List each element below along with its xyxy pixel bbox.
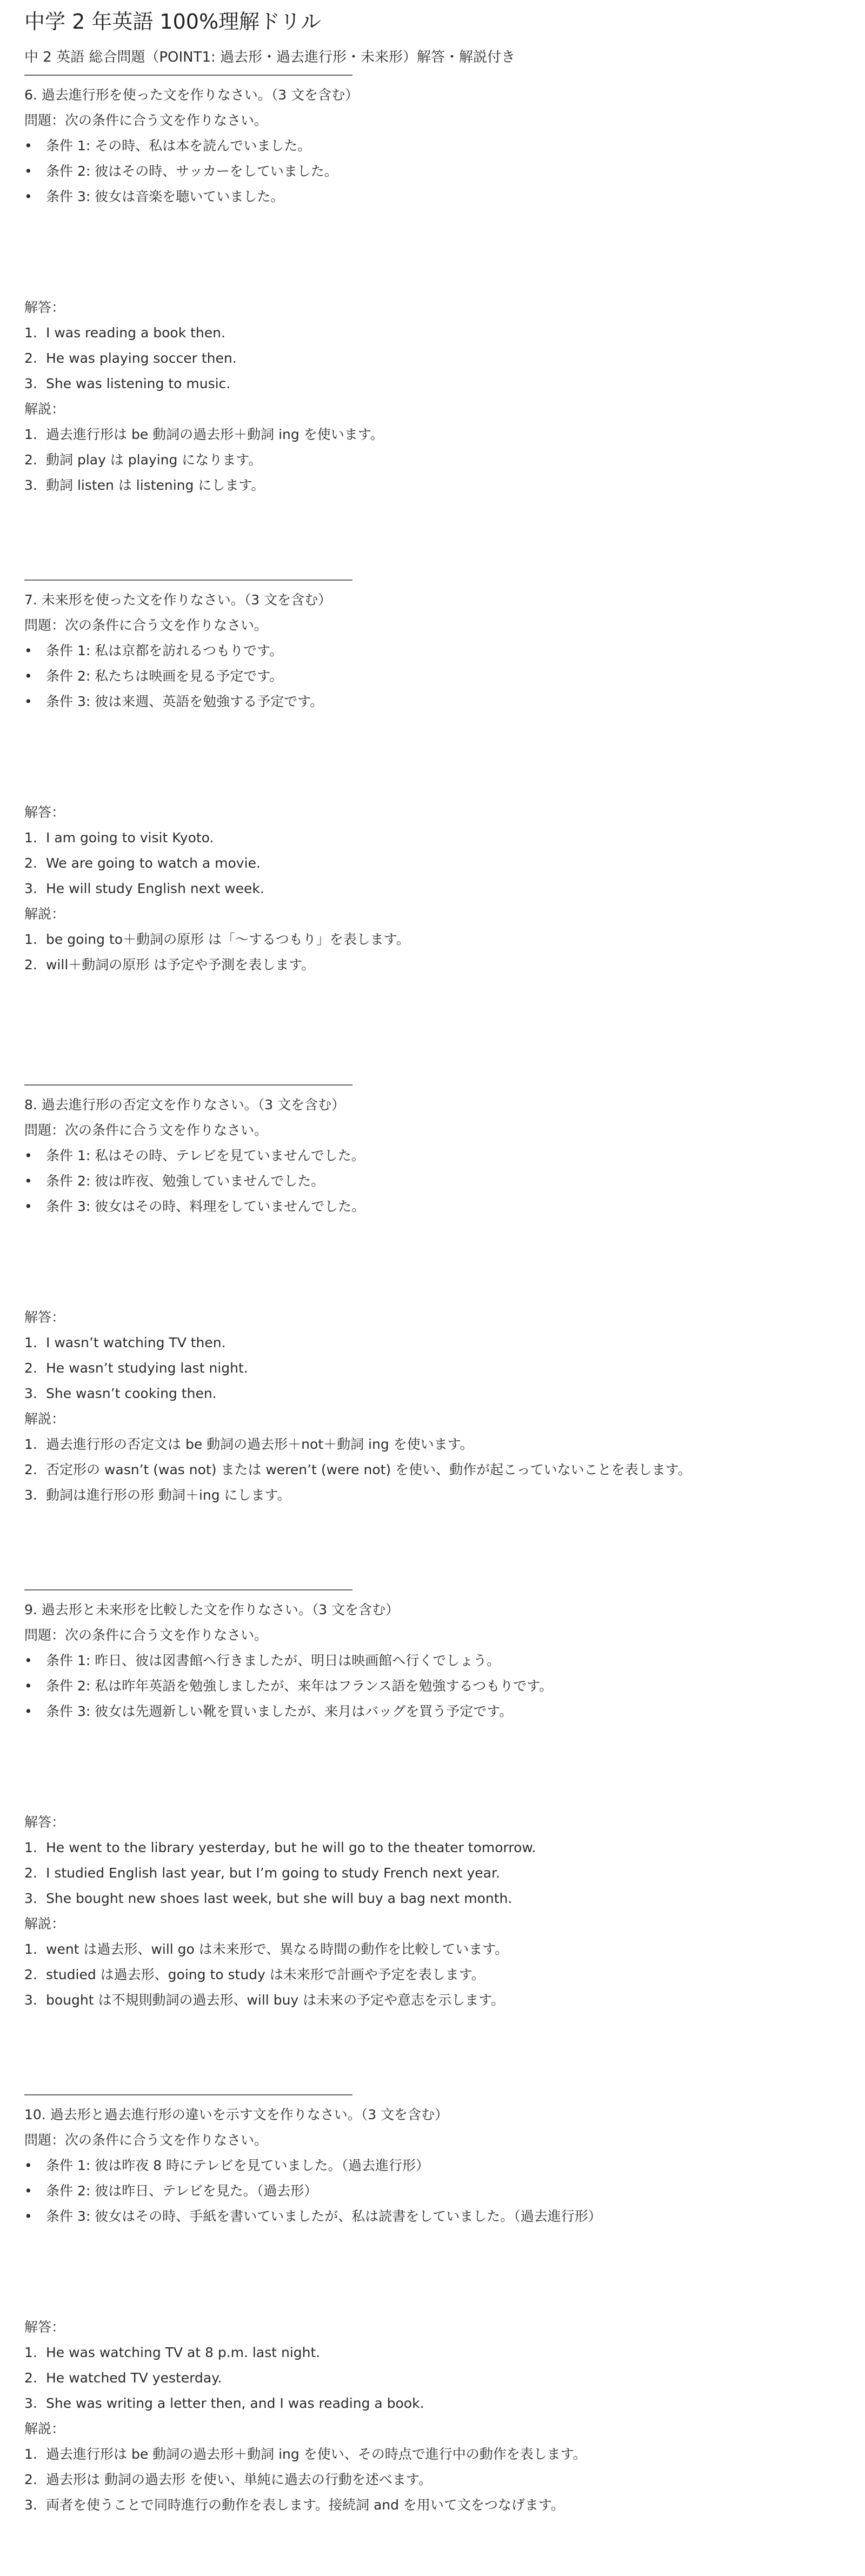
explanation-number: 1.	[24, 1436, 37, 1452]
explanation-text: bought は不規則動詞の過去形、will buy は未来の予定や意志を示します。	[46, 1992, 505, 2008]
explanation-item	[24, 1482, 835, 1508]
answer-item	[24, 876, 835, 901]
answer-item	[24, 1835, 835, 1860]
condition-text: 条件 3: 彼女は先週新しい靴を買いましたが、来月はバッグを買う予定です。	[46, 1703, 513, 1719]
explanation-label: 解説：	[24, 906, 65, 922]
answer-item	[24, 1886, 835, 1911]
explanation-item	[24, 1962, 835, 1987]
condition-item	[24, 1673, 835, 1699]
condition-item	[24, 638, 835, 663]
answer-text: I was reading a book then.	[46, 325, 225, 341]
answer-label: 解答：	[24, 1309, 65, 1325]
condition-item	[24, 1143, 835, 1168]
condition-text: 条件 1: 昨日、彼は図書館へ行きましたが、明日は映画館へ行くでしょう。	[46, 1653, 501, 1668]
question-heading: 10. 過去形と過去進行形の違いを示す文を作りなさい。（3 文を含む）	[24, 2107, 449, 2122]
condition-text: 条件 1: 彼は昨夜 8 時にテレビを見ていました。（過去進行形）	[46, 2158, 430, 2173]
condition-text: 条件 1: その時、私は本を読んでいました。	[46, 138, 311, 154]
condition-text: 条件 1: 私はその時、テレビを見ていませんでした。	[46, 1148, 365, 1163]
bullet-icon: •	[24, 1653, 32, 1668]
explanation-number: 2.	[24, 1967, 37, 1982]
answer-label: 解答：	[24, 299, 65, 315]
answer-number: 1.	[24, 1840, 37, 1855]
explanation-number: 1.	[24, 1941, 37, 1957]
answer-item	[24, 1330, 835, 1355]
section-divider	[24, 1084, 352, 1086]
problem-statement: 問題：次の条件に合う文を作りなさい。	[24, 1122, 268, 1138]
explanation-number: 2.	[24, 957, 37, 973]
explanation-text: 動詞 play は playing になります。	[46, 452, 262, 468]
question-heading: 9. 過去形と未来形を比較した文を作りなさい。（3 文を含む）	[24, 1602, 400, 1618]
question-section	[24, 1589, 835, 2013]
explanation-label: 解説：	[24, 2421, 65, 2437]
explanation-text: 過去進行形の否定文は be 動詞の過去形＋not＋動詞 ing を使います。	[46, 1436, 474, 1452]
answer-number: 3.	[24, 1891, 37, 1906]
answer-item	[24, 2365, 835, 2391]
condition-item	[24, 1194, 835, 1219]
answer-number: 3.	[24, 2395, 37, 2411]
answer-item	[24, 2340, 835, 2365]
bullet-icon: •	[24, 1678, 32, 1694]
condition-item	[24, 133, 835, 158]
question-section	[24, 1084, 835, 1508]
explanation-item	[24, 1432, 835, 1457]
answer-number: 3.	[24, 376, 37, 391]
drill-page	[24, 10, 835, 2513]
condition-item	[24, 689, 835, 714]
explanation-item	[24, 447, 835, 472]
answer-text: He was watching TV at 8 p.m. last night.	[46, 2345, 321, 2360]
answer-text: She was listening to music.	[46, 376, 231, 391]
answer-text: We are going to watch a movie.	[46, 855, 261, 871]
explanation-item	[24, 1987, 835, 2013]
condition-text: 条件 3: 彼女は音楽を聴いていました。	[46, 189, 284, 204]
condition-item	[24, 663, 835, 689]
explanation-number: 1.	[24, 931, 37, 947]
answer-number: 1.	[24, 2345, 37, 2360]
answer-item	[24, 345, 835, 371]
explanation-text: studied は過去形、going to study は未来形で計画や予定を表します。	[46, 1967, 485, 1982]
question-heading: 6. 過去進行形を使った文を作りなさい。（3 文を含む）	[24, 87, 359, 103]
answer-item	[24, 1355, 835, 1381]
explanation-text: 動詞 listen は listening にします。	[46, 477, 265, 493]
explanation-number: 3.	[24, 477, 37, 493]
explanation-number: 3.	[24, 1487, 37, 1503]
condition-text: 条件 2: 彼はその時、サッカーをしていました。	[46, 163, 338, 179]
answer-number: 3.	[24, 1386, 37, 1401]
page-title: 中学 2 年英語 100%理解ドリル	[24, 10, 322, 34]
explanation-number: 2.	[24, 2472, 37, 2487]
answer-number: 1.	[24, 830, 37, 846]
explanation-text: be going to＋動詞の原形 は「〜するつもり」を表します。	[46, 931, 410, 947]
answer-text: I am going to visit Kyoto.	[46, 830, 214, 846]
answer-number: 1.	[24, 325, 37, 341]
section-divider	[24, 75, 352, 76]
explanation-number: 2.	[24, 452, 37, 468]
explanation-text: 動詞は進行形の形 動詞＋ing にします。	[46, 1487, 291, 1503]
bullet-icon: •	[24, 668, 32, 684]
condition-item	[24, 158, 835, 184]
answer-text: I wasn’t watching TV then.	[46, 1335, 226, 1350]
page-subtitle: 中 2 英語 総合問題（POINT1: 過去形・過去進行形・未来形）解答・解説付き	[24, 49, 516, 65]
answer-text: He wasn’t studying last night.	[46, 1360, 248, 1376]
explanation-item	[24, 2441, 835, 2467]
answer-text: He went to the library yesterday, but he will go to the theater tomorrow.	[46, 1840, 536, 1855]
answer-item	[24, 371, 835, 396]
answer-number: 2.	[24, 1360, 37, 1376]
answer-text: She was writing a letter then, and I was reading a book.	[46, 2395, 424, 2411]
answer-number: 3.	[24, 881, 37, 896]
question-section	[24, 75, 835, 498]
answer-label: 解答：	[24, 1814, 65, 1830]
condition-text: 条件 3: 彼女はその時、手紙を書いていましたが、私は読書をしていました。（過去進行形）	[46, 2208, 602, 2224]
answer-item	[24, 825, 835, 850]
explanation-number: 3.	[24, 1992, 37, 2008]
question-section	[24, 580, 835, 977]
answer-number: 2.	[24, 350, 37, 366]
explanation-number: 1.	[24, 427, 37, 442]
bullet-icon: •	[24, 1703, 32, 1719]
explanation-item	[24, 927, 835, 952]
answer-text: She bought new shoes last week, but she will buy a bag next month.	[46, 1891, 513, 1906]
answer-text: I studied English last year, but I’m going to study French next year.	[46, 1865, 500, 1881]
explanation-label: 解説：	[24, 1411, 65, 1427]
answer-item	[24, 2391, 835, 2416]
answer-item	[24, 850, 835, 876]
answer-label: 解答：	[24, 2319, 65, 2335]
answer-item	[24, 1381, 835, 1406]
answer-number: 2.	[24, 1865, 37, 1881]
explanation-item	[24, 2492, 835, 2518]
explanation-label: 解説：	[24, 1916, 65, 1932]
explanation-item	[24, 1457, 835, 1482]
explanation-label: 解説：	[24, 401, 65, 417]
explanation-text: will＋動詞の原形 は予定や予測を表します。	[46, 957, 315, 973]
problem-statement: 問題：次の条件に合う文を作りなさい。	[24, 2132, 268, 2148]
problem-statement: 問題：次の条件に合う文を作りなさい。	[24, 617, 268, 633]
condition-item	[24, 2153, 835, 2178]
explanation-text: 否定形の wasn’t (was not) または weren’t (were not) を使い、動作が起こっていないことを表します。	[46, 1462, 691, 1477]
question-heading: 7. 未来形を使った文を作りなさい。（3 文を含む）	[24, 592, 332, 608]
explanation-text: went は過去形、will go は未来形で、異なる時間の動作を比較しています。	[46, 1941, 509, 1957]
question-heading: 8. 過去進行形の否定文を作りなさい。（3 文を含む）	[24, 1097, 345, 1113]
explanation-number: 1.	[24, 2446, 37, 2462]
bullet-icon: •	[24, 1148, 32, 1163]
explanation-item	[24, 952, 835, 977]
answer-item	[24, 320, 835, 345]
answer-text: He was playing soccer then.	[46, 350, 237, 366]
explanation-item	[24, 422, 835, 447]
bullet-icon: •	[24, 138, 32, 154]
condition-text: 条件 1: 私は京都を訪れるつもりです。	[46, 643, 283, 658]
answer-label: 解答：	[24, 804, 65, 820]
question-section	[24, 2094, 835, 2518]
problem-statement: 問題：次の条件に合う文を作りなさい。	[24, 112, 268, 128]
answer-number: 2.	[24, 2370, 37, 2386]
bullet-icon: •	[24, 163, 32, 179]
condition-text: 条件 3: 彼女はその時、料理をしていませんでした。	[46, 1199, 365, 1214]
answer-text: He watched TV yesterday.	[46, 2370, 222, 2386]
problem-statement: 問題：次の条件に合う文を作りなさい。	[24, 1627, 268, 1643]
condition-item	[24, 2178, 835, 2204]
explanation-number: 2.	[24, 1462, 37, 1477]
condition-text: 条件 2: 彼は昨日、テレビを見た。（過去形）	[46, 2183, 318, 2199]
answer-item	[24, 1860, 835, 1886]
condition-text: 条件 3: 彼は来週、英語を勉強する予定です。	[46, 694, 324, 709]
bullet-icon: •	[24, 189, 32, 204]
explanation-number: 3.	[24, 2497, 37, 2513]
bullet-icon: •	[24, 2183, 32, 2199]
bullet-icon: •	[24, 2158, 32, 2173]
condition-item	[24, 1648, 835, 1673]
bullet-icon: •	[24, 694, 32, 709]
explanation-text: 過去形は 動詞の過去形 を使い、単純に過去の行動を述べます。	[46, 2472, 432, 2487]
explanation-item	[24, 472, 835, 498]
section-divider	[24, 580, 352, 581]
condition-item	[24, 184, 835, 209]
explanation-text: 過去進行形は be 動詞の過去形＋動詞 ing を使います。	[46, 427, 384, 442]
answer-text: She wasn’t cooking then.	[46, 1386, 217, 1401]
section-divider	[24, 1589, 352, 1590]
bullet-icon: •	[24, 1173, 32, 1189]
section-divider	[24, 2094, 352, 2095]
condition-item	[24, 2204, 835, 2229]
bullet-icon: •	[24, 2208, 32, 2224]
explanation-text: 両者を使うことで同時進行の動作を表します。接続詞 and を用いて文をつなげます。	[46, 2497, 564, 2513]
condition-text: 条件 2: 私は昨年英語を勉強しましたが、来年はフランス語を勉強するつもりです。	[46, 1678, 553, 1694]
explanation-text: 過去進行形は be 動詞の過去形＋動詞 ing を使い、その時点で進行中の動作を表します。	[46, 2446, 587, 2462]
explanation-item	[24, 2467, 835, 2492]
bullet-icon: •	[24, 643, 32, 658]
condition-item	[24, 1699, 835, 1724]
condition-text: 条件 2: 私たちは映画を見る予定です。	[46, 668, 283, 684]
condition-item	[24, 1168, 835, 1194]
answer-text: He will study English next week.	[46, 881, 264, 896]
bullet-icon: •	[24, 1199, 32, 1214]
condition-text: 条件 2: 彼は昨夜、勉強していませんでした。	[46, 1173, 325, 1189]
answer-number: 1.	[24, 1335, 37, 1350]
answer-number: 2.	[24, 855, 37, 871]
explanation-item	[24, 1936, 835, 1962]
